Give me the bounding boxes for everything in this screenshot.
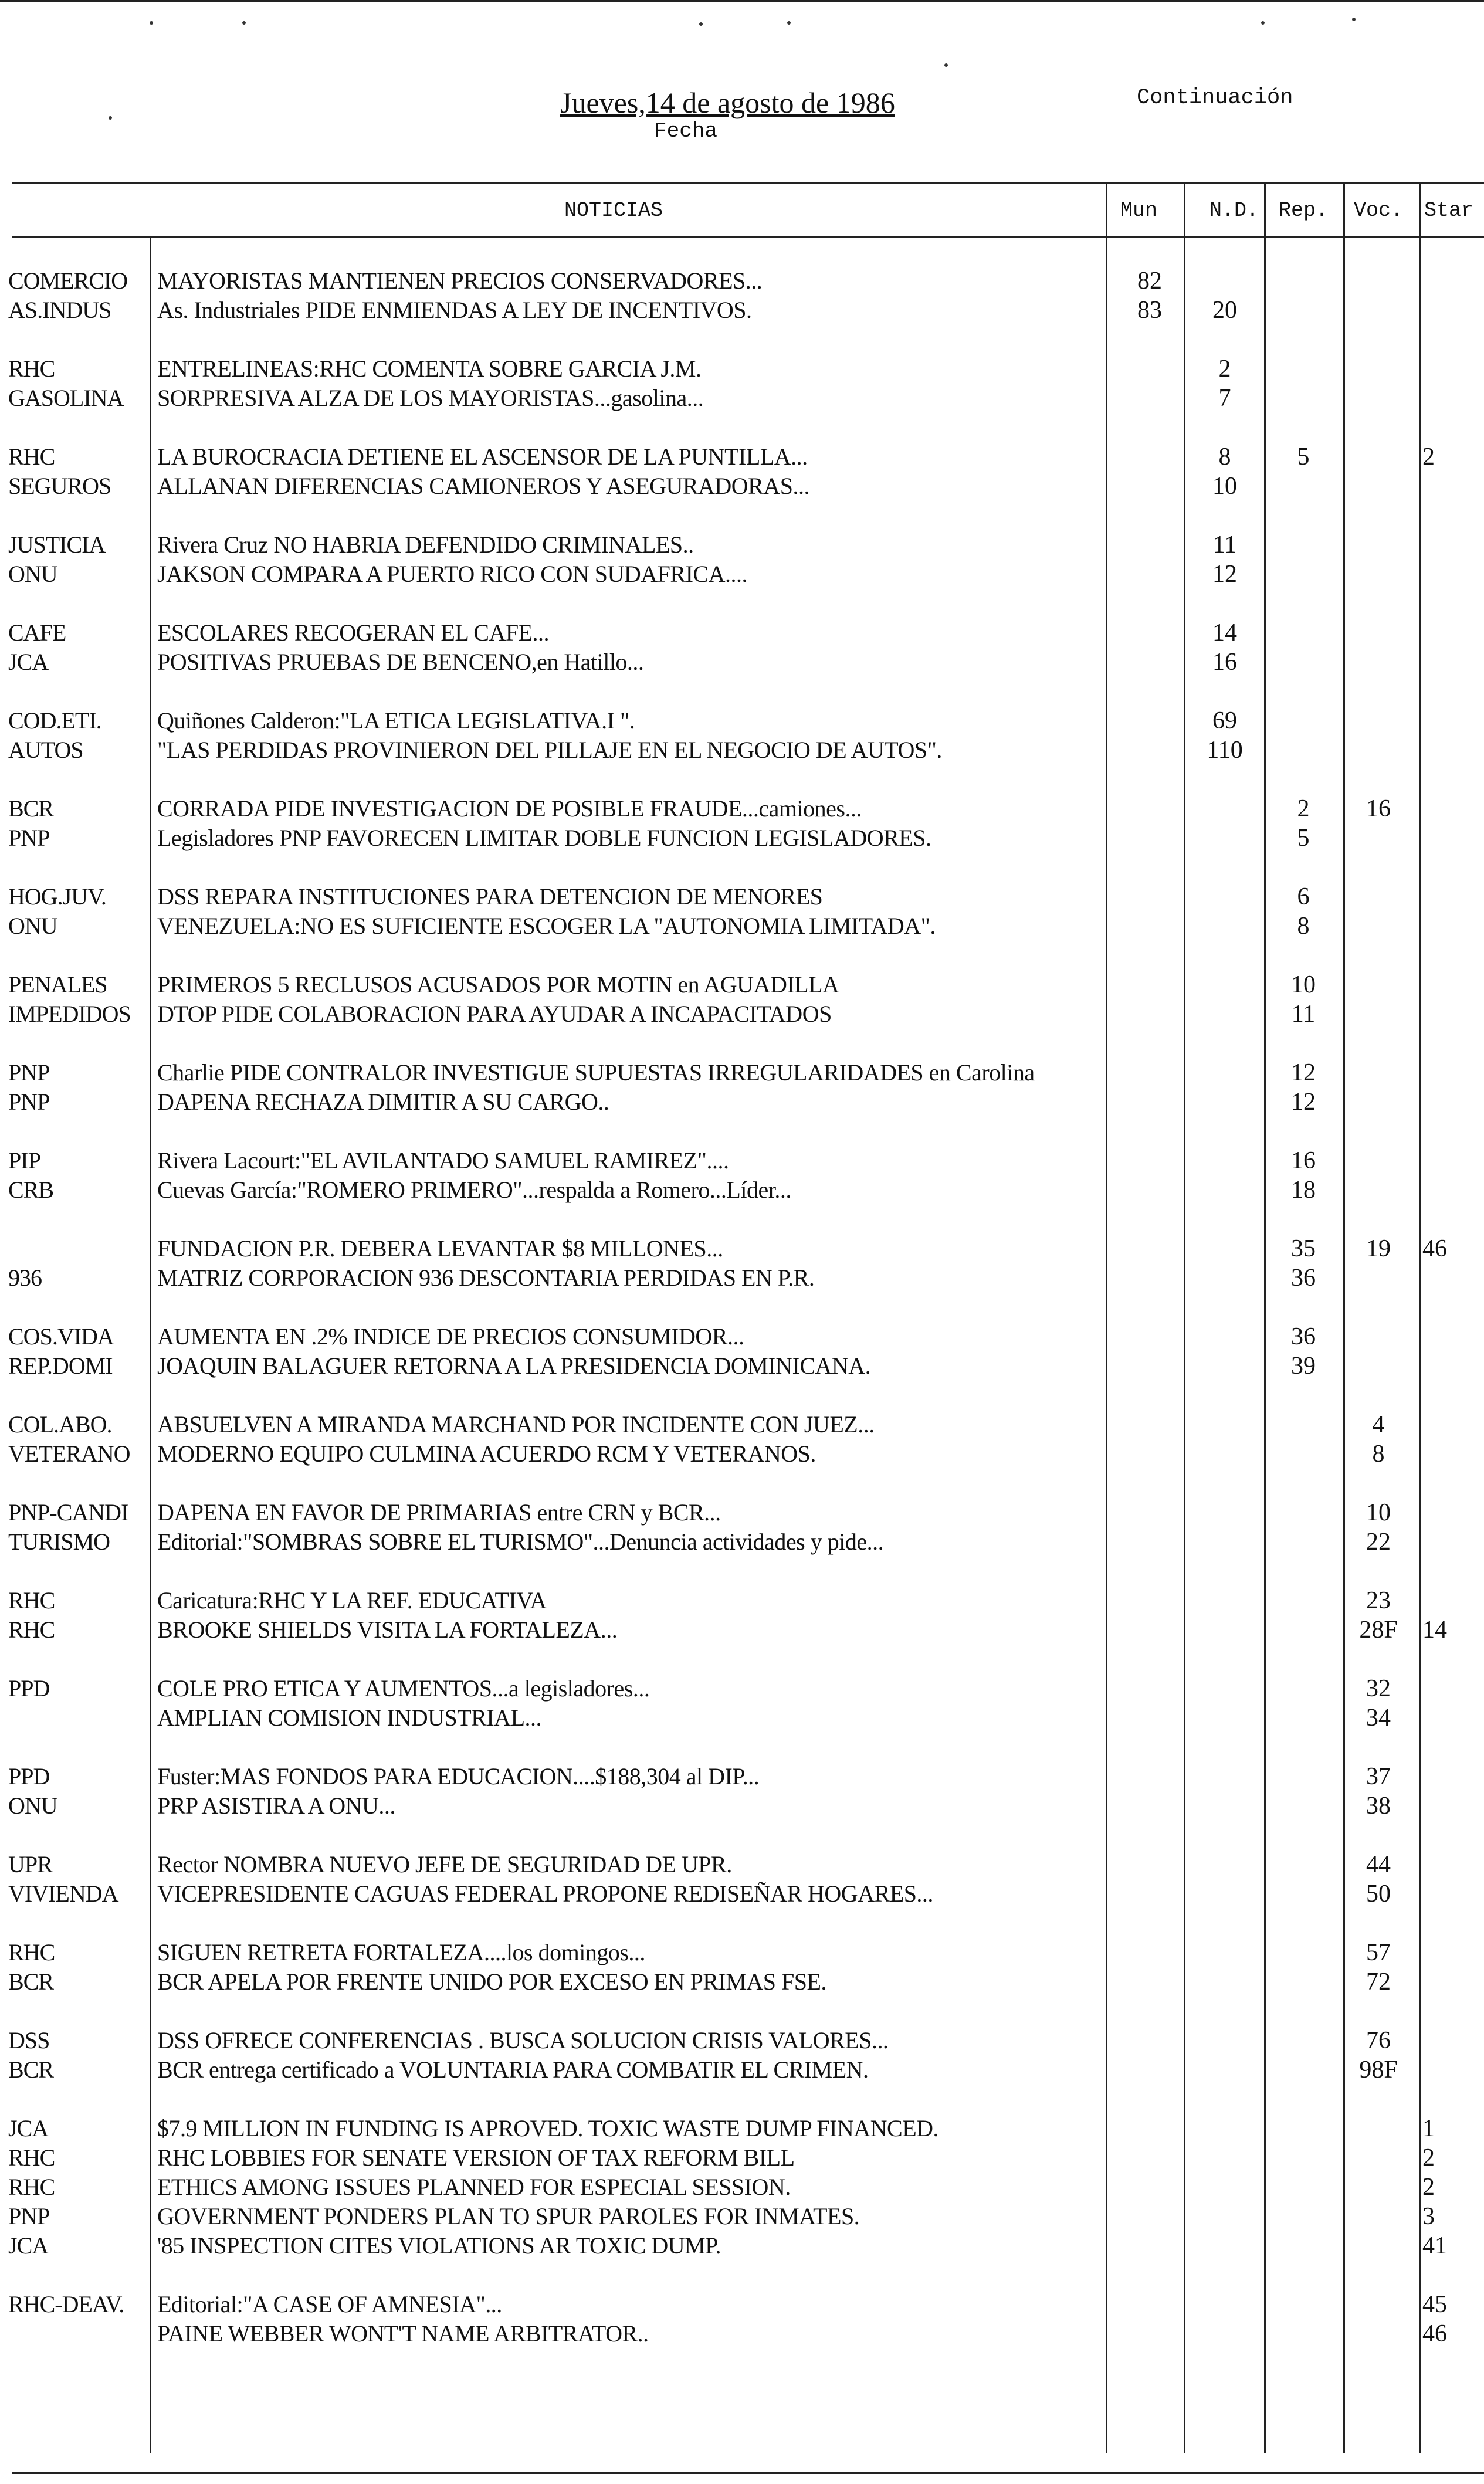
scan-speck	[1261, 21, 1265, 25]
row-section: JCA	[8, 649, 49, 675]
row-section: TURISMO	[8, 1529, 110, 1555]
row-section: IMPEDIDOS	[8, 1001, 131, 1027]
row-section: BCR	[8, 795, 54, 822]
row-headline: DAPENA EN FAVOR DE PRIMARIAS entre CRN y BCR...	[157, 1499, 721, 1526]
row-rep-page: 18	[1291, 1177, 1316, 1204]
row-section: 936	[8, 1265, 42, 1291]
star-header: Star	[1424, 199, 1474, 222]
row-section: ONU	[8, 561, 57, 587]
row-voc-page: 38	[1366, 1792, 1391, 1819]
row-section: COMERCIO	[8, 267, 128, 294]
date-caption: Fecha	[654, 119, 718, 143]
row-headline: ESCOLARES RECOGERAN EL CAFE...	[157, 619, 550, 646]
row-star-page: 2	[1422, 2174, 1435, 2201]
row-section: PNP	[8, 825, 50, 851]
scan-speck	[1352, 18, 1356, 21]
row-section: PPD	[8, 1763, 50, 1790]
row-voc-page: 34	[1366, 1704, 1391, 1731]
row-rep-page: 39	[1291, 1353, 1316, 1380]
voc-header: Voc.	[1354, 199, 1404, 222]
rep-header: Rep.	[1279, 199, 1329, 222]
row-headline: LA BUROCRACIA DETIENE EL ASCENSOR DE LA PUNTILLA...	[157, 443, 808, 470]
row-section: COS.VIDA	[8, 1323, 114, 1350]
row-section: PPD	[8, 1675, 50, 1702]
row-headline: VICEPRESIDENTE CAGUAS FEDERAL PROPONE REDISEÑAR HOGARES...	[157, 1880, 933, 1907]
noticias-header: NOTICIAS	[564, 199, 663, 222]
row-section: JUSTICIA	[8, 531, 106, 558]
mun-header: Mun	[1120, 199, 1158, 222]
table-bottom-rule	[12, 2472, 1484, 2474]
row-voc-page: 16	[1366, 795, 1391, 822]
row-headline: SIGUEN RETRETA FORTALEZA....los domingos...	[157, 1939, 645, 1965]
row-nd-page: 2	[1218, 355, 1231, 382]
row-rep-page: 11	[1291, 1001, 1316, 1028]
row-rep-page: 36	[1291, 1323, 1316, 1350]
row-rep-page: 36	[1291, 1265, 1316, 1292]
row-headline: Cuevas García:"ROMERO PRIMERO"...respalda a Romero...Líder...	[157, 1177, 791, 1203]
mun-column-divider	[1106, 182, 1107, 2453]
row-nd-page: 20	[1212, 297, 1237, 324]
row-headline: $7.9 MILLION IN FUNDING IS APROVED. TOXIC WASTE DUMP FINANCED.	[157, 2115, 939, 2141]
row-nd-page: 11	[1212, 531, 1237, 558]
row-rep-page: 12	[1291, 1059, 1316, 1086]
row-headline: SORPRESIVA ALZA DE LOS MAYORISTAS...gasolina...	[157, 385, 704, 411]
row-rep-page: 5	[1297, 825, 1310, 852]
row-nd-page: 69	[1212, 707, 1237, 734]
row-headline: RHC LOBBIES FOR SENATE VERSION OF TAX REFORM BILL	[157, 2144, 795, 2171]
rep-column-divider	[1264, 182, 1266, 2453]
row-nd-page: 8	[1218, 443, 1231, 470]
row-headline: VENEZUELA:NO ES SUFICIENTE ESCOGER LA "AUTONOMIA LIMITADA".	[157, 913, 936, 939]
row-star-page: 46	[1422, 1235, 1447, 1262]
row-headline: ETHICS AMONG ISSUES PLANNED FOR ESPECIAL SESSION.	[157, 2174, 791, 2200]
row-section: RHC	[8, 1587, 55, 1614]
row-headline: BROOKE SHIELDS VISITA LA FORTALEZA...	[157, 1617, 618, 1643]
row-star-page: 3	[1422, 2203, 1435, 2230]
row-headline: ENTRELINEAS:RHC COMENTA SOBRE GARCIA J.M.	[157, 355, 702, 382]
row-headline: Fuster:MAS FONDOS PARA EDUCACION....$188,304 al DIP...	[157, 1763, 760, 1790]
row-section: JCA	[8, 2115, 49, 2141]
row-voc-page: 57	[1366, 1939, 1391, 1966]
row-section: RHC	[8, 443, 55, 470]
row-headline: PRIMEROS 5 RECLUSOS ACUSADOS POR MOTIN en AGUADILLA	[157, 971, 839, 998]
row-headline: Rivera Cruz NO HABRIA DEFENDIDO CRIMINALES..	[157, 531, 694, 558]
row-star-page: 46	[1422, 2320, 1447, 2347]
row-star-page: 2	[1422, 443, 1435, 470]
row-star-page: 14	[1422, 1617, 1447, 1643]
row-headline: JAKSON COMPARA A PUERTO RICO CON SUDAFRICA....	[157, 561, 747, 587]
row-section: RHC	[8, 355, 55, 382]
row-headline: ALLANAN DIFERENCIAS CAMIONEROS Y ASEGURADORAS...	[157, 473, 809, 499]
row-voc-page: 98F	[1359, 2056, 1398, 2083]
continuation-label: Continuación	[1137, 86, 1293, 110]
row-section: RHC-DEAV.	[8, 2291, 124, 2317]
row-nd-page: 10	[1212, 473, 1237, 500]
row-headline: GOVERNMENT PONDERS PLAN TO SPUR PAROLES FOR INMATES.	[157, 2203, 860, 2229]
row-star-page: 41	[1422, 2232, 1447, 2259]
scan-speck	[787, 21, 791, 25]
scan-speck	[699, 22, 703, 26]
row-section: ONU	[8, 913, 57, 939]
row-headline: Editorial:"SOMBRAS SOBRE EL TURISMO"...Denuncia actividades y pide...	[157, 1529, 884, 1555]
row-nd-page: 12	[1212, 561, 1237, 588]
row-voc-page: 4	[1372, 1411, 1385, 1438]
row-rep-page: 16	[1291, 1147, 1316, 1174]
row-voc-page: 23	[1366, 1587, 1391, 1614]
scan-speck	[944, 63, 948, 67]
row-rep-page: 8	[1297, 913, 1310, 940]
row-section: PNP	[8, 2203, 50, 2229]
row-rep-page: 6	[1297, 883, 1310, 910]
row-section: SEGUROS	[8, 473, 111, 499]
row-section: CRB	[8, 1177, 54, 1203]
table-header-rule	[12, 236, 1484, 238]
row-mun-page: 82	[1137, 267, 1162, 294]
row-headline: MODERNO EQUIPO CULMINA ACUERDO RCM Y VETERANOS.	[157, 1441, 816, 1467]
row-rep-page: 12	[1291, 1089, 1316, 1116]
nd-column-divider	[1184, 182, 1185, 2453]
row-section: REP.DOMI	[8, 1353, 113, 1379]
row-headline: AUMENTA EN .2% INDICE DE PRECIOS CONSUMIDOR...	[157, 1323, 744, 1350]
row-voc-page: 44	[1366, 1851, 1391, 1878]
row-headline: Editorial:"A CASE OF AMNESIA"...	[157, 2291, 502, 2317]
row-section: RHC	[8, 1939, 55, 1965]
row-section: PNP-CANDI	[8, 1499, 128, 1526]
row-headline: Legisladores PNP FAVORECEN LIMITAR DOBLE FUNCION LEGISLADORES.	[157, 825, 931, 851]
row-section: BCR	[8, 1968, 54, 1995]
row-nd-page: 16	[1212, 649, 1237, 676]
row-voc-page: 19	[1366, 1235, 1391, 1262]
voc-column-divider	[1343, 182, 1345, 2453]
row-star-page: 45	[1422, 2291, 1447, 2318]
row-headline: JOAQUIN BALAGUER RETORNA A LA PRESIDENCIA DOMINICANA.	[157, 1353, 871, 1379]
row-section: GASOLINA	[8, 385, 124, 411]
row-star-page: 1	[1422, 2115, 1435, 2142]
row-headline: Quiñones Calderon:"LA ETICA LEGISLATIVA.I ".	[157, 707, 635, 734]
row-headline: POSITIVAS PRUEBAS DE BENCENO,en Hatillo...	[157, 649, 644, 675]
row-section: VIVIENDA	[8, 1880, 118, 1907]
row-section: VETERANO	[8, 1441, 130, 1467]
row-headline: Rector NOMBRA NUEVO JEFE DE SEGURIDAD DE UPR.	[157, 1851, 732, 1878]
row-headline: DAPENA RECHAZA DIMITIR A SU CARGO..	[157, 1089, 609, 1115]
row-section: PIP	[8, 1147, 40, 1174]
row-headline: MAYORISTAS MANTIENEN PRECIOS CONSERVADORES...	[157, 267, 763, 294]
row-headline: Caricatura:RHC Y LA REF. EDUCATIVA	[157, 1587, 547, 1614]
row-voc-page: 76	[1366, 2027, 1391, 2054]
row-section: DSS	[8, 2027, 50, 2053]
scan-speck	[109, 116, 112, 120]
row-section: HOG.JUV.	[8, 883, 106, 910]
row-headline: MATRIZ CORPORACION 936 DESCONTARIA PERDIDAS EN P.R.	[157, 1265, 815, 1291]
row-voc-page: 8	[1372, 1441, 1385, 1468]
row-headline: FUNDACION P.R. DEBERA LEVANTAR $8 MILLONES...	[157, 1235, 723, 1262]
row-voc-page: 28F	[1359, 1617, 1398, 1643]
table-top-rule	[12, 182, 1484, 184]
row-section: RHC	[8, 2174, 55, 2200]
row-section: RHC	[8, 2144, 55, 2171]
row-headline: DSS OFRECE CONFERENCIAS . BUSCA SOLUCION CRISIS VALORES...	[157, 2027, 889, 2053]
star-column-divider	[1419, 182, 1421, 2453]
row-rep-page: 10	[1291, 971, 1316, 998]
scan-speck	[242, 21, 246, 25]
row-headline: AMPLIAN COMISION INDUSTRIAL...	[157, 1704, 541, 1731]
row-section: PNP	[8, 1059, 50, 1086]
row-headline: BCR APELA POR FRENTE UNIDO POR EXCESO EN PRIMAS FSE.	[157, 1968, 826, 1995]
row-nd-page: 7	[1218, 385, 1231, 412]
row-headline: Charlie PIDE CONTRALOR INVESTIGUE SUPUESTAS IRREGULARIDADES en Carolina	[157, 1059, 1035, 1086]
row-headline: As. Industriales PIDE ENMIENDAS A LEY DE INCENTIVOS.	[157, 297, 752, 323]
row-nd-page: 14	[1212, 619, 1237, 646]
row-rep-page: 35	[1291, 1235, 1316, 1262]
row-voc-page: 50	[1366, 1880, 1391, 1907]
row-section: UPR	[8, 1851, 52, 1878]
row-section: BCR	[8, 2056, 54, 2083]
nd-header: N.D.	[1209, 199, 1259, 222]
row-rep-page: 5	[1297, 443, 1310, 470]
date-heading: Jueves,14 de agosto de 1986	[560, 86, 895, 119]
row-section: RHC	[8, 1617, 55, 1643]
row-star-page: 2	[1422, 2144, 1435, 2171]
row-rep-page: 2	[1297, 795, 1310, 822]
row-headline: CORRADA PIDE INVESTIGACION DE POSIBLE FRAUDE...camiones...	[157, 795, 862, 822]
row-headline: DSS REPARA INSTITUCIONES PARA DETENCION DE MENORES	[157, 883, 823, 910]
row-section: PENALES	[8, 971, 107, 998]
row-section: ONU	[8, 1792, 57, 1819]
row-headline: COLE PRO ETICA Y AUMENTOS...a legisladores...	[157, 1675, 650, 1702]
row-voc-page: 32	[1366, 1675, 1391, 1702]
scan-speck	[150, 21, 153, 25]
row-section: CAFE	[8, 619, 66, 646]
row-headline: '85 INSPECTION CITES VIOLATIONS AR TOXIC DUMP.	[157, 2232, 721, 2259]
row-voc-page: 37	[1366, 1763, 1391, 1790]
row-mun-page: 83	[1137, 297, 1162, 324]
row-section: JCA	[8, 2232, 49, 2259]
row-headline: Rivera Lacourt:"EL AVILANTADO SAMUEL RAMIREZ"....	[157, 1147, 729, 1174]
row-headline: "LAS PERDIDAS PROVINIERON DEL PILLAJE EN EL NEGOCIO DE AUTOS".	[157, 737, 942, 763]
section-column-divider	[150, 236, 151, 2453]
row-voc-page: 10	[1366, 1499, 1391, 1526]
top-rule	[0, 0, 1484, 2]
row-voc-page: 72	[1366, 1968, 1391, 1995]
row-nd-page: 110	[1207, 737, 1243, 764]
row-headline: BCR entrega certificado a VOLUNTARIA PARA COMBATIR EL CRIMEN.	[157, 2056, 869, 2083]
row-headline: PAINE WEBBER WONT'T NAME ARBITRATOR..	[157, 2320, 649, 2347]
row-section: AUTOS	[8, 737, 83, 763]
row-voc-page: 22	[1366, 1529, 1391, 1556]
row-section: COL.ABO.	[8, 1411, 112, 1438]
row-section: PNP	[8, 1089, 50, 1115]
row-headline: PRP ASISTIRA A ONU...	[157, 1792, 395, 1819]
row-section: COD.ETI.	[8, 707, 101, 734]
row-headline: ABSUELVEN A MIRANDA MARCHAND POR INCIDENTE CON JUEZ...	[157, 1411, 875, 1438]
row-section: AS.INDUS	[8, 297, 111, 323]
row-headline: DTOP PIDE COLABORACION PARA AYUDAR A INCAPACITADOS	[157, 1001, 832, 1027]
